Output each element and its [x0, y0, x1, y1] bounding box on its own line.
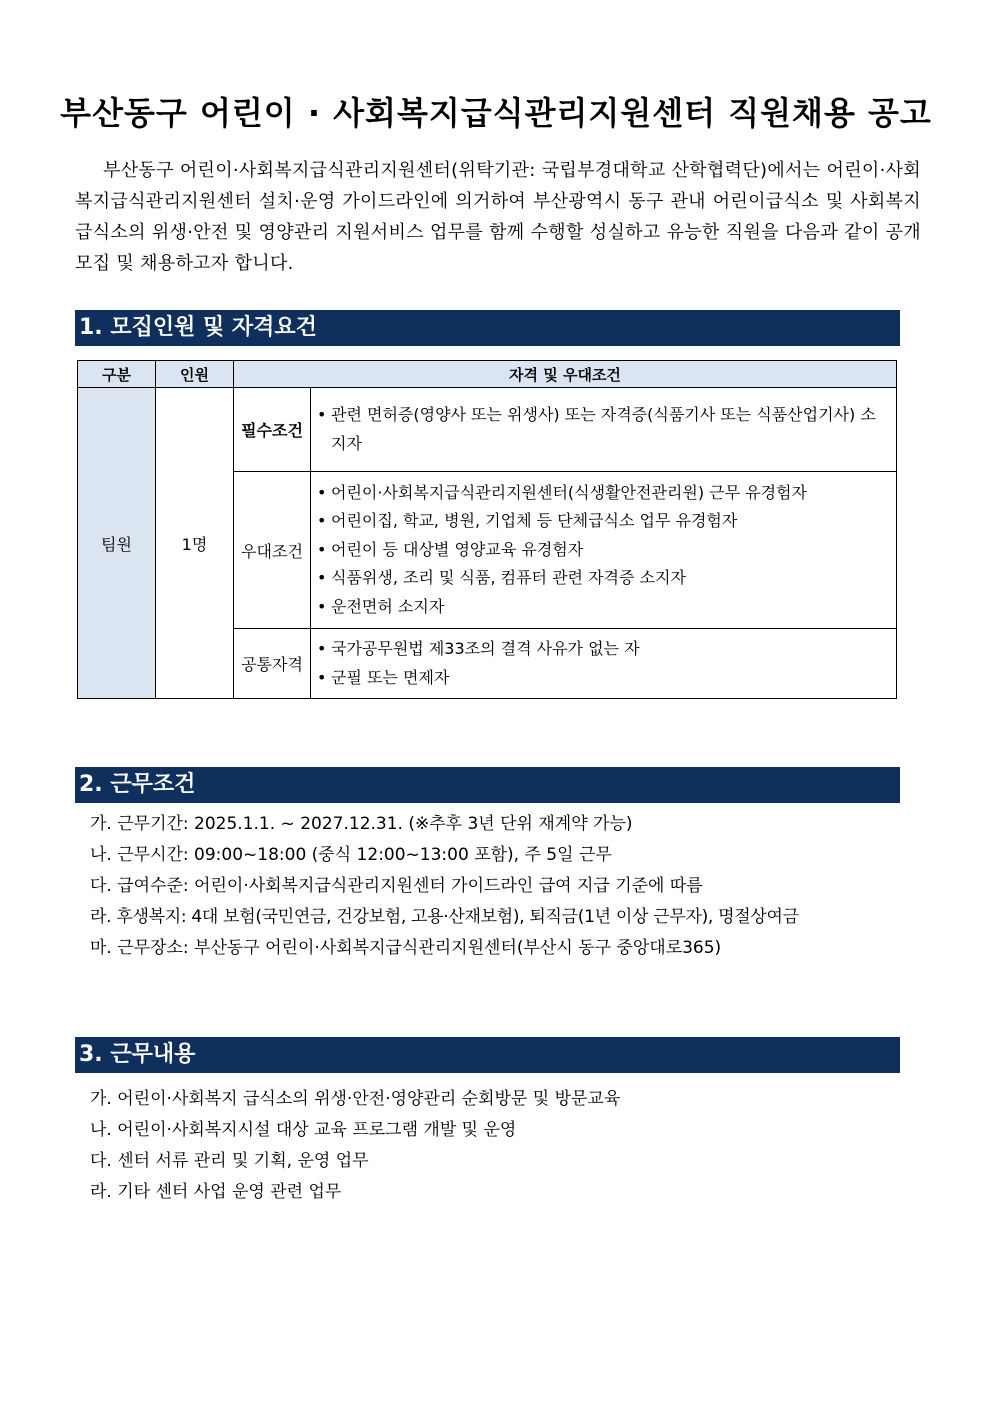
- table-header-row: [78, 361, 897, 388]
- section-2-heading: 2. 근무조건: [75, 767, 900, 803]
- list-item: • 운전면허 소지자: [317, 593, 890, 622]
- section-3-heading: 3. 근무내용: [75, 1037, 900, 1073]
- header-qualification: 자격 및 우대조건: [234, 361, 897, 388]
- list-item: 다. 급여수준: 어린이·사회복지급식관리지원센터 가이드라인 급여 지급 기준에 따름: [90, 876, 703, 896]
- preferred-label: 우대조건: [234, 472, 311, 629]
- required-content: [311, 388, 897, 472]
- list-item: • 군필 또는 면제자: [317, 664, 890, 693]
- list-item: 가. 어린이·사회복지 급식소의 위생·안전·영양관리 순회방문 및 방문교육: [90, 1089, 621, 1109]
- work-conditions-list: [90, 809, 910, 964]
- list-item: 라. 후생복지: 4대 보험(국민연금, 건강보험, 고용·산재보험), 퇴직금(1년 이상 근무자), 명절상여금: [90, 907, 799, 927]
- list-item: • 어린이·사회복지급식관리지원센터(식생활안전관리원) 근무 유경험자: [317, 479, 890, 508]
- list-item: 라. 기타 센터 사업 운영 관련 업무: [90, 1182, 342, 1202]
- list-item: 나. 어린이·사회복지시설 대상 교육 프로그램 개발 및 운영: [90, 1120, 517, 1140]
- list-item: • 관련 면허증(영양사 또는 위생사) 또는 자격증(식품기사 또는 식품산업기사) 소지자: [317, 401, 890, 458]
- required-label: 필수조건: [234, 388, 311, 472]
- requirements-table: [77, 360, 897, 699]
- list-item: 다. 센터 서류 관리 및 기획, 운영 업무: [90, 1151, 369, 1171]
- intro-text: 부산동구 어린이·사회복지급식관리지원센터(위탁기관: 국립부경대학교 산학협력단)에서는 어린이·사회복지급식관리지원센터 설치·운영 가이드라인에 의거하여 부산광역시 동구 관내 어린이급식소 및 사회복지급식소의 위생·안전 및 영양관리 지원서비스 업무를 함께 수행할 성실하고 유능한 직원을 다음과 같이 공개모집 및 채용하고자 합니다.: [75, 160, 921, 274]
- count-cell: 1명: [156, 388, 234, 699]
- section-1-heading: 1. 모집인원 및 자격요건: [75, 310, 900, 346]
- list-item: 나. 근무시간: 09:00~18:00 (중식 12:00~13:00 포함), 주 5일 근무: [90, 845, 612, 865]
- list-item: 마. 근무장소: 부산동구 어린이·사회복지급식관리지원센터(부산시 동구 중앙대로365): [90, 938, 722, 958]
- list-item: • 국가공무원법 제33조의 결격 사유가 없는 자: [317, 635, 890, 664]
- common-content: [311, 629, 897, 699]
- header-category: 구분: [78, 361, 156, 388]
- list-item: 가. 근무기간: 2025.1.1. ~ 2027.12.31. (※추후 3년 단위 재계약 가능): [90, 814, 633, 834]
- table-row: [78, 388, 897, 472]
- page-title: 부산동구 어린이 · 사회복지급식관리지원센터 직원채용 공고: [60, 94, 932, 132]
- list-item: • 어린이 등 대상별 영양교육 유경험자: [317, 536, 890, 565]
- list-item: • 어린이집, 학교, 병원, 기업체 등 단체급식소 업무 유경험자: [317, 507, 890, 536]
- category-cell: 팀원: [78, 388, 156, 699]
- preferred-content: [311, 472, 897, 629]
- intro-paragraph: [75, 155, 921, 279]
- header-count: 인원: [156, 361, 234, 388]
- common-label: 공통자격: [234, 629, 311, 699]
- list-item: • 식품위생, 조리 및 식품, 컴퓨터 관련 자격증 소지자: [317, 564, 890, 593]
- work-duties-list: [90, 1084, 910, 1208]
